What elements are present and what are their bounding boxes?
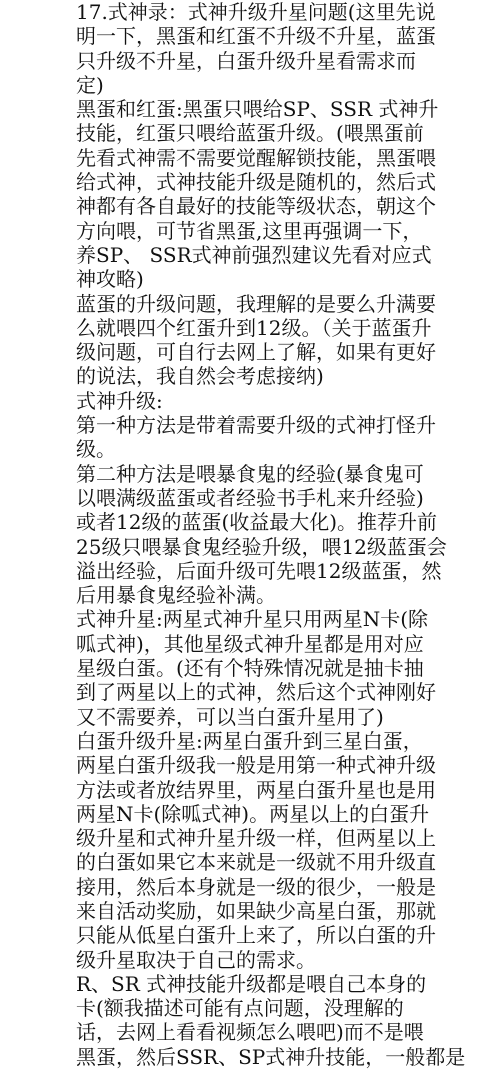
text-line: 17.式神录：式神升级升星问题(这里先说 xyxy=(76,0,436,24)
text-line: 级。 xyxy=(76,437,116,462)
document-body xyxy=(76,0,486,1069)
text-line: 第一种方法是带着需要升级的式神打怪升 xyxy=(76,413,436,438)
text-line: 25级只喂暴食鬼经验升级，喂12级蓝蛋会 xyxy=(76,534,447,559)
text-line: 第二种方法是喂暴食鬼的经验(暴食鬼可 xyxy=(76,461,424,486)
text-line: 或者12级的蓝蛋(收益最大化)。推荐升前 xyxy=(76,510,438,535)
text-line: 方向喂，可节省黑蛋,这里再强调一下， xyxy=(76,218,423,243)
text-line: 技能，红蛋只喂给蓝蛋升级。(喂黑蛋前 xyxy=(76,121,424,146)
text-line: 式神升级: xyxy=(76,388,163,413)
text-line: 的白蛋如果它本来就是一级就不用升级直 xyxy=(76,850,436,875)
text-line: 星级白蛋。(还有个特殊情况就是抽卡抽 xyxy=(76,656,424,681)
text-line: 接用，然后本身就是一级的很少，一般是 xyxy=(76,874,436,899)
text-line: 以喂满级蓝蛋或者经验书手札来升经验) xyxy=(76,485,424,510)
text-line: 来自活动奖励，如果缺少高星白蛋，那就 xyxy=(76,898,436,923)
text-line: 级问题，可自行去网上了解，如果有更好 xyxy=(76,340,436,365)
text-line: 呱式神)，其他星级式神升星都是用对应 xyxy=(76,631,424,656)
text-line: 只能从低星白蛋升上来了，所以白蛋的升 xyxy=(76,923,436,948)
text-line: 到了两星以上的式神，然后这个式神刚好 xyxy=(76,680,436,705)
text-line: 黑蛋和红蛋:黑蛋只喂给SP、SSR 式神升 xyxy=(76,97,439,122)
text-line: 神都有各自最好的技能等级状态，朝这个 xyxy=(76,194,436,219)
text-line: 么就喂四个红蛋升到12级。（关于蓝蛋升 xyxy=(76,315,432,340)
text-line: R、SR 式神技能升级都是喂自己本身的 xyxy=(76,971,427,996)
text-line: 卡(额我描述可能有点问题，没理解的 xyxy=(76,996,404,1021)
text-line: 白蛋升级升星:两星白蛋升到三星白蛋， xyxy=(76,728,423,753)
text-line: 先看式神需不需要觉醒解锁技能，黑蛋喂 xyxy=(76,145,436,170)
text-line: 两星白蛋升级我一般是用第一种式神升级 xyxy=(76,753,436,778)
text-line: 后用暴食鬼经验补满。 xyxy=(76,583,276,608)
text-line: 明一下，黑蛋和红蛋不升级不升星，蓝蛋 xyxy=(76,24,436,49)
text-line: 级升星取决于自己的需求。 xyxy=(76,947,316,972)
text-line: 黑蛋，然后SSR、SP式神升技能，一般都是 xyxy=(76,1044,466,1069)
text-line: 给式神，式神技能升级是随机的，然后式 xyxy=(76,170,436,195)
text-line: 只升级不升星，白蛋升级升星看需求而 xyxy=(76,48,416,73)
text-line: 式神升星:两星式神升星只用两星N卡(除 xyxy=(76,607,429,632)
text-line: 养SP、 SSR式神前强烈建议先看对应式 xyxy=(76,242,432,267)
text-line: 两星N卡(除呱式神)。两星以上的白蛋升 xyxy=(76,801,430,826)
text-line: 定) xyxy=(76,72,104,97)
text-line: 方法或者放结界里，两星白蛋升星也是用 xyxy=(76,777,436,802)
text-line: 话，去网上看看视频怎么喂吧)而不是喂 xyxy=(76,1020,424,1045)
text-line: 级升星和式神升星升级一样，但两星以上 xyxy=(76,826,436,851)
text-line: 溢出经验，后面升级可先喂12级蓝蛋，然 xyxy=(76,558,442,583)
text-line: 又不需要养，可以当白蛋升星用了) xyxy=(76,704,384,729)
text-line: 的说法，我自然会考虑接纳) xyxy=(76,364,324,389)
text-line: 蓝蛋的升级问题，我理解的是要么升满要 xyxy=(76,291,436,316)
text-line: 神攻略) xyxy=(76,267,144,292)
